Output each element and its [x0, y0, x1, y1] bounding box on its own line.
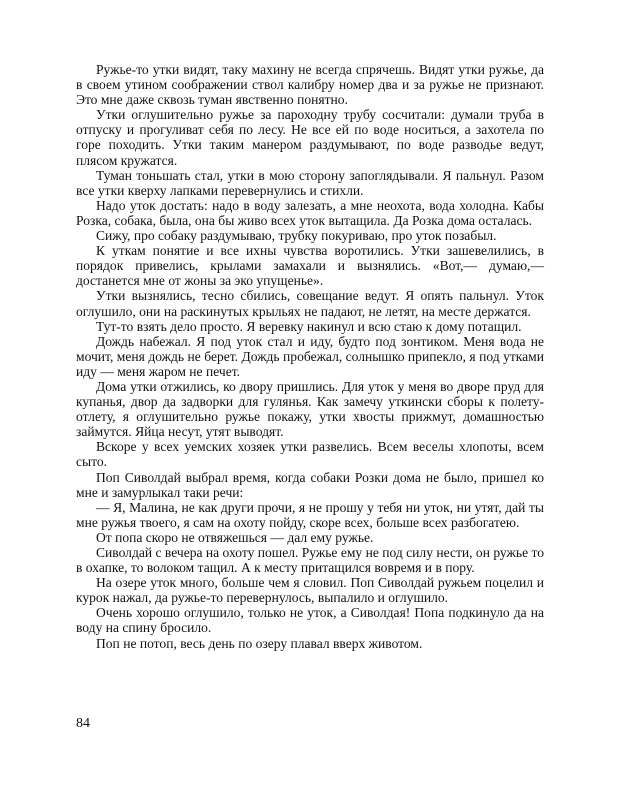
paragraph: Очень хорошо оглушило, только не уток, а Сиволдая! Попа подкинуло да на воду на спину бросило.	[76, 605, 544, 636]
paragraph: Поп не потоп, весь день по озеру плавал вверх животом.	[96, 635, 423, 651]
paragraph: Сиволдай с вечера на охоту пошел. Ружье ему не под силу нести, он ружье то в охапке, то волоком тащил. А к месту притащился вовремя и в пору.	[76, 545, 544, 576]
dialogue-paragraph: — Я, Малина, не как други прочи, я не прошу у тебя ни уток, ни утят, дай ты мне ружья твоего, я сам на охоту пойду, скоре всех, больше всех разбогатею.	[76, 499, 544, 530]
paragraph: Утки вызнялись, тесно сбились, совещание ведут. Я опять пальнул. Уток оглушило, они на раскинутых крыльях не падают, не летят, на месте держатся.	[76, 288, 544, 319]
paragraph: Надо уток достать: надо в воду залезать, а мне неохота, вода холодна. Кабы Розка, собака, была, она бы живо всех уток вытащила. Да Розка дома осталась.	[76, 197, 544, 228]
paragraph: На озере уток много, больше чем я словил. Поп Сиволдай ружьем поцелил и курок нажал, да ружье-то перевернулось, выпалило и оглушило.	[76, 575, 544, 606]
paragraph: К уткам понятие и все ихны чувства воротились. Утки зашевелились, в порядок привелись, крылами замахали и вызнялись. «Вот,— думаю,— достанется мне от жоны за эко упущенье».	[76, 243, 544, 289]
paragraph: Тут-то взять дело просто. Я веревку накинул и всю стаю к дому потащил.	[96, 318, 522, 334]
body-text	[76, 62, 544, 651]
paragraph: Дождь набежал. Я под уток стал и иду, будто под зонтиком. Меня вода не мочит, меня дождь не берет. Дождь пробежал, солнышко припекло, я под утками иду — меня жаром не печет.	[76, 333, 544, 379]
paragraph: Ружье-то утки видят, таку махину не всегда спрячешь. Видят утки ружье, да в своем утином соображении ствол калибру номер два и за ружье не признают. Это мне даже сквозь туман явственно понятно.	[76, 62, 544, 108]
paragraph: Утки оглушительно ружье за пароходну трубу сосчитали: думали труба в отпуску и прогуливат себя по лесу. Не все ей по воде носиться, а захотела по горе походить. Утки таким манером раздумывают, по воде разводье ведут, плясом кружатся.	[76, 107, 544, 168]
paragraph: Дома утки отжились, ко двору пришлись. Для уток у меня во дворе пруд для купанья, двор да задворки для гулянья. Как замечу уткински сборы к полету-отлету, я оглушительно ружье покажу, утки хвосты прижмут, домашностью займутся. Яйца несут, утят выводят.	[76, 378, 544, 440]
paragraph: Туман тоньшать стал, утки в мою сторону запоглядывали. Я пальнул. Разом все утки кверху лапками перевернулись и стихли.	[76, 167, 544, 198]
page-number: 84	[76, 716, 90, 731]
paragraph: От попа скоро не отвяжешься — дал ему ружье.	[96, 529, 374, 545]
paragraph: Сижу, про собаку раздумываю, трубку покуриваю, про уток позабыл.	[96, 228, 497, 244]
paragraph: Поп Сиволдай выбрал время, когда собаки Розки дома не было, пришел ко мне и замурлыкал таки речи:	[76, 469, 544, 500]
paragraph: Вскоре у всех уемских хозяек утки развелись. Всем веселы хлопоты, всем сыто.	[76, 439, 544, 470]
